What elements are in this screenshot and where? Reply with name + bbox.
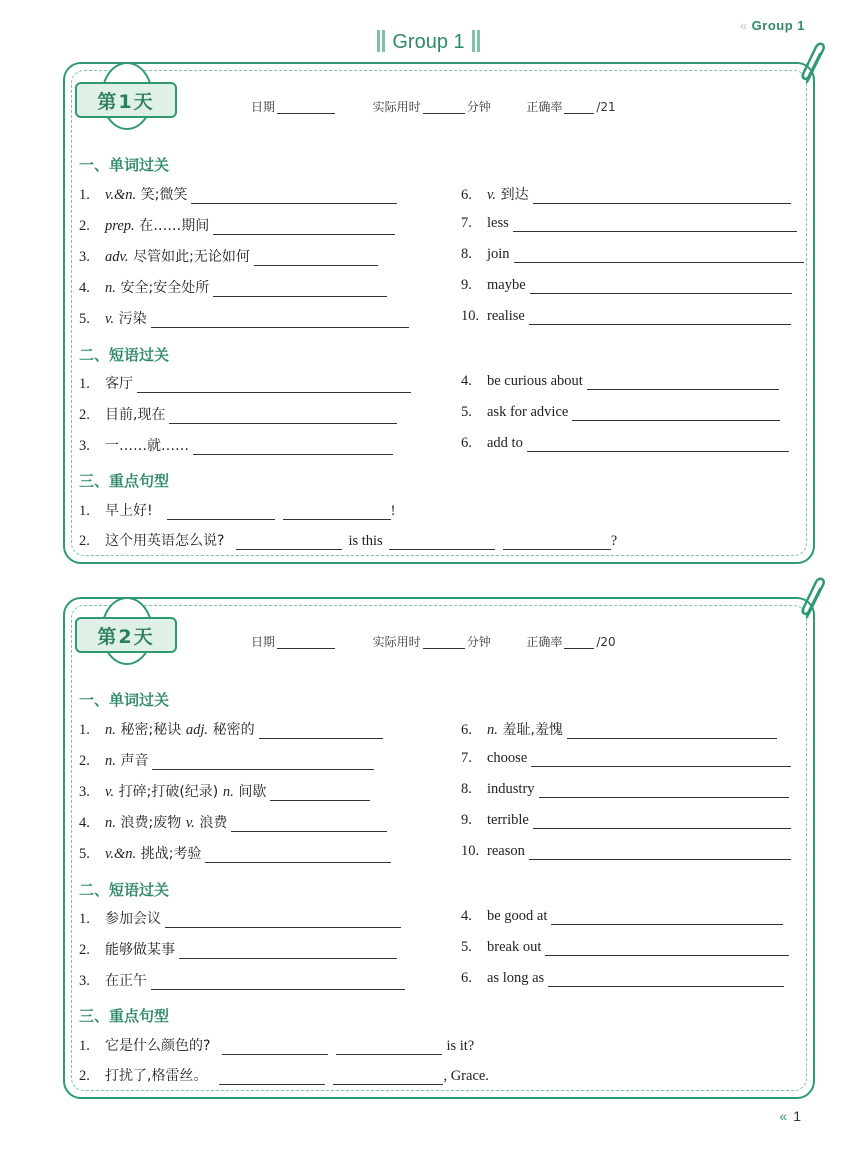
word-item	[79, 215, 395, 235]
answer-blank[interactable]	[270, 786, 370, 801]
page-number-text: 1	[793, 1108, 801, 1124]
phrase-prompt: be curious about	[487, 373, 583, 389]
item-number: 4.	[461, 373, 472, 389]
answer-blank[interactable]	[587, 375, 779, 390]
answer-blank[interactable]	[191, 189, 397, 204]
answer-blank[interactable]	[514, 248, 804, 263]
phrase-item	[79, 970, 405, 990]
item-number: 5.	[461, 939, 472, 955]
part-of-speech: v.	[105, 311, 114, 327]
date-field[interactable]	[277, 113, 335, 114]
word-prompt: realise	[487, 308, 525, 324]
word-prompt: 间歇	[238, 784, 267, 800]
group-title-text: Group 1	[392, 31, 465, 53]
word-prompt: 打碎;打破(纪录)	[118, 784, 219, 800]
day2-badge-label: 第2天	[75, 617, 177, 653]
date-label: 日期	[251, 635, 276, 649]
word-item	[461, 277, 792, 294]
word-item	[79, 308, 409, 328]
phrase-prompt: add to	[487, 435, 523, 451]
phrase-item	[461, 939, 789, 956]
day2-card	[63, 597, 815, 1099]
time-field[interactable]	[423, 648, 465, 649]
item-number: 7.	[461, 750, 472, 766]
item-number: 7.	[461, 215, 472, 231]
phrase-prompt: 目前,现在	[105, 407, 166, 423]
part-of-speech: prep.	[105, 218, 135, 234]
phrase-item	[461, 908, 783, 925]
sentence-item	[79, 530, 617, 550]
score-total: /20	[596, 635, 616, 649]
answer-blank[interactable]	[179, 944, 397, 959]
paperclip-icon	[799, 577, 829, 623]
item-number: 2.	[79, 407, 90, 423]
item-number: 4.	[461, 908, 472, 924]
minute-label: 分钟	[466, 635, 491, 649]
item-number: 1.	[79, 187, 90, 203]
item-number: 1.	[79, 722, 90, 738]
phrase-prompt: as long as	[487, 970, 545, 986]
word-prompt: 安全;安全处所	[120, 280, 210, 296]
running-header-text: Group 1	[751, 18, 805, 33]
item-number: 6.	[461, 187, 472, 203]
item-number: 6.	[461, 970, 472, 986]
phrase-item	[461, 970, 784, 987]
word-prompt: less	[487, 215, 509, 231]
item-number: 10.	[461, 308, 480, 324]
group-title	[0, 30, 857, 54]
word-prompt: reason	[487, 843, 525, 859]
word-prompt: maybe	[487, 277, 526, 293]
day1-section-sentences: 三、重点句型	[79, 472, 170, 490]
item-number: 2.	[79, 1068, 90, 1084]
item-number: 2.	[79, 218, 90, 234]
word-item	[461, 843, 791, 860]
word-item	[461, 750, 791, 767]
sentence-mid: is this	[348, 533, 383, 549]
phrase-item	[79, 435, 393, 455]
word-item	[79, 843, 391, 863]
word-item	[461, 719, 777, 739]
accuracy-label: 正确率	[526, 100, 563, 114]
answer-blank[interactable]	[231, 817, 387, 832]
day1-section-words: 一、单词过关	[79, 156, 170, 174]
word-prompt: 秘密;秘诀	[120, 722, 182, 738]
item-number: 3.	[79, 784, 90, 800]
answer-blank[interactable]	[259, 724, 383, 739]
paperclip-icon	[799, 42, 829, 88]
answer-blank[interactable]	[169, 409, 397, 424]
day2-meta	[251, 633, 616, 650]
item-number: 2.	[79, 753, 90, 769]
word-prompt: 尽管如此;无论如何	[133, 249, 250, 265]
phrase-prompt: 在正午	[105, 973, 147, 989]
word-prompt: 污染	[118, 311, 147, 327]
phrase-item	[79, 373, 411, 393]
item-number: 9.	[461, 277, 472, 293]
accuracy-field[interactable]	[564, 648, 594, 649]
part-of-speech: adj.	[185, 722, 208, 738]
word-prompt: 声音	[120, 753, 149, 769]
answer-blank[interactable]	[529, 310, 791, 325]
item-number: 3.	[79, 438, 90, 454]
part-of-speech: v.	[105, 784, 114, 800]
item-number: 8.	[461, 781, 472, 797]
day1-meta	[251, 98, 616, 115]
phrase-prompt: 客厅	[105, 376, 133, 392]
answer-blank[interactable]	[219, 1070, 325, 1085]
item-number: 1.	[79, 376, 90, 392]
day2-section-sentences: 三、重点句型	[79, 1007, 170, 1025]
phrase-prompt: 能够做某事	[105, 942, 175, 958]
day1-section-phrases: 二、短语过关	[79, 346, 170, 364]
sentence-item	[79, 1065, 489, 1085]
item-number: 1.	[79, 1038, 90, 1054]
phrase-prompt: ask for advice	[487, 404, 569, 420]
answer-blank[interactable]	[530, 279, 792, 294]
answer-blank[interactable]	[193, 440, 393, 455]
word-prompt: industry	[487, 781, 535, 797]
answer-blank[interactable]	[205, 848, 391, 863]
word-item	[79, 750, 374, 770]
word-prompt: 到达	[500, 187, 529, 203]
chevron-left-icon: «	[779, 1108, 788, 1124]
word-item	[461, 781, 789, 798]
item-number: 3.	[79, 973, 90, 989]
word-prompt: 在……期间	[139, 218, 210, 234]
item-number: 1.	[79, 503, 90, 519]
sentence-prompt: 打扰了,格雷丝。	[105, 1068, 208, 1084]
word-item	[79, 719, 383, 739]
part-of-speech: v.	[185, 815, 195, 831]
accuracy-label: 正确率	[526, 635, 563, 649]
day2-badge	[75, 607, 177, 659]
part-of-speech: n.	[105, 722, 116, 738]
word-prompt: join	[487, 246, 510, 262]
phrase-item	[461, 404, 780, 421]
item-number: 5.	[79, 846, 90, 862]
day1-badge	[75, 72, 177, 124]
word-prompt: terrible	[487, 812, 529, 828]
item-number: 9.	[461, 812, 472, 828]
phrase-item	[461, 373, 779, 390]
part-of-speech: v.&n.	[105, 187, 137, 203]
item-number: 5.	[79, 311, 90, 327]
item-number: 6.	[461, 435, 472, 451]
word-prompt: 笑;微笑	[140, 187, 188, 203]
phrase-prompt: 一……就……	[105, 438, 189, 454]
sentence-end: !	[390, 503, 396, 519]
part-of-speech: n.	[222, 784, 234, 800]
answer-blank[interactable]	[513, 217, 797, 232]
answer-blank[interactable]	[283, 505, 391, 520]
answer-blank[interactable]	[236, 535, 342, 550]
answer-blank[interactable]	[531, 752, 791, 767]
answer-blank[interactable]	[165, 913, 401, 928]
day2-section-words: 一、单词过关	[79, 691, 170, 709]
answer-blank[interactable]	[336, 1040, 442, 1055]
part-of-speech: v.	[487, 187, 496, 203]
date-field[interactable]	[277, 648, 335, 649]
sentence-end: , Grace.	[443, 1068, 489, 1084]
sentence-prompt: 早上好!	[105, 503, 153, 519]
item-number: 2.	[79, 942, 90, 958]
word-item	[79, 277, 387, 297]
sentence-prompt: 这个用英语怎么说?	[105, 533, 225, 549]
answer-blank[interactable]	[213, 220, 395, 235]
day1-card	[63, 62, 815, 564]
word-item	[461, 308, 791, 325]
answer-blank[interactable]	[548, 972, 784, 987]
word-item	[461, 215, 797, 232]
phrase-item	[79, 404, 397, 424]
word-prompt: choose	[487, 750, 528, 766]
answer-blank[interactable]	[333, 1070, 443, 1085]
answer-blank[interactable]	[503, 535, 611, 550]
time-label: 实际用时	[372, 635, 421, 649]
answer-blank[interactable]	[152, 755, 374, 770]
item-number: 1.	[79, 911, 90, 927]
answer-blank[interactable]	[527, 437, 789, 452]
phrase-prompt: break out	[487, 939, 542, 955]
answer-blank[interactable]	[545, 941, 789, 956]
answer-blank[interactable]	[222, 1040, 328, 1055]
sentence-prompt: 它是什么颜色的?	[105, 1038, 211, 1054]
page-number	[779, 1108, 801, 1124]
answer-blank[interactable]	[213, 282, 387, 297]
sentence-end: ?	[610, 533, 618, 549]
phrase-prompt: be good at	[487, 908, 548, 924]
answer-blank[interactable]	[572, 406, 780, 421]
chevron-left-icon: «	[739, 18, 748, 33]
part-of-speech: v.&n.	[105, 846, 137, 862]
answer-blank[interactable]	[151, 313, 409, 328]
phrase-item	[461, 435, 789, 452]
minute-label: 分钟	[466, 100, 491, 114]
item-number: 8.	[461, 246, 472, 262]
item-number: 2.	[79, 533, 90, 549]
part-of-speech: n.	[487, 722, 498, 738]
answer-blank[interactable]	[137, 378, 411, 393]
day1-badge-label: 第1天	[75, 82, 177, 118]
item-number: 5.	[461, 404, 472, 420]
word-prompt: 浪费	[199, 815, 228, 831]
word-item	[79, 812, 387, 832]
answer-blank[interactable]	[167, 505, 275, 520]
part-of-speech: n.	[105, 815, 116, 831]
sentence-item	[79, 1035, 474, 1055]
phrase-prompt: 参加会议	[105, 911, 161, 927]
phrase-item	[79, 908, 401, 928]
answer-blank[interactable]	[389, 535, 495, 550]
item-number: 3.	[79, 249, 90, 265]
sentence-item	[79, 500, 395, 520]
word-item	[461, 246, 804, 263]
part-of-speech: n.	[105, 753, 116, 769]
word-prompt: 浪费;废物	[120, 815, 182, 831]
item-number: 10.	[461, 843, 480, 859]
sentence-end: is it?	[446, 1038, 475, 1054]
answer-blank[interactable]	[533, 189, 791, 204]
answer-blank[interactable]	[254, 251, 378, 266]
answer-blank[interactable]	[551, 910, 783, 925]
answer-blank[interactable]	[529, 845, 791, 860]
score-total: /21	[596, 100, 616, 114]
accuracy-field[interactable]	[564, 113, 594, 114]
word-prompt: 挑战;考验	[140, 846, 202, 862]
word-item	[79, 184, 397, 204]
answer-blank[interactable]	[151, 975, 405, 990]
answer-blank[interactable]	[533, 814, 791, 829]
word-prompt: 秘密的	[212, 722, 255, 738]
day2-section-phrases: 二、短语过关	[79, 881, 170, 899]
word-item	[461, 184, 791, 204]
time-field[interactable]	[423, 113, 465, 114]
part-of-speech: adv.	[105, 249, 129, 265]
answer-blank[interactable]	[567, 724, 777, 739]
part-of-speech: n.	[105, 280, 116, 296]
item-number: 4.	[79, 815, 90, 831]
word-item	[79, 246, 378, 266]
item-number: 6.	[461, 722, 472, 738]
time-label: 实际用时	[372, 100, 421, 114]
item-number: 4.	[79, 280, 90, 296]
phrase-item	[79, 939, 397, 959]
answer-blank[interactable]	[539, 783, 789, 798]
date-label: 日期	[251, 100, 276, 114]
word-prompt: 羞耻,羞愧	[502, 722, 563, 738]
word-item	[79, 781, 370, 801]
word-item	[461, 812, 791, 829]
